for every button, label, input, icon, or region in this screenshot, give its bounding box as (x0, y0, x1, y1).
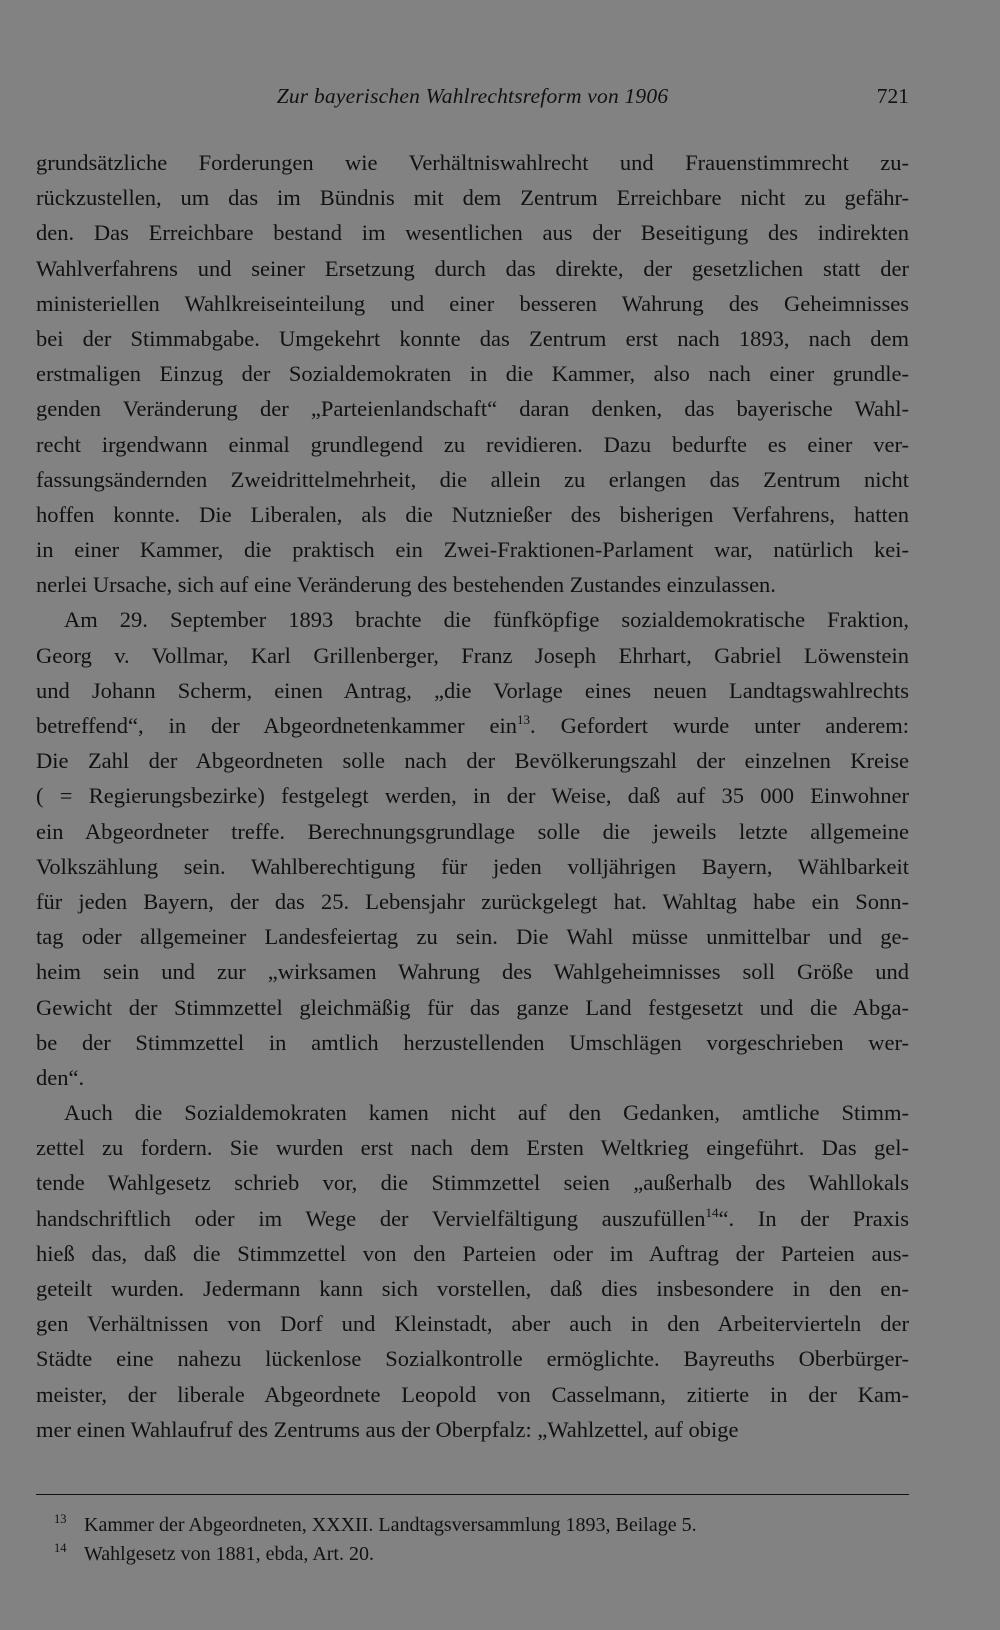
text-line (36, 180, 909, 215)
line-text: hieß das, daß die Stimmzettel von den Parteien oder im Auftrag der Parteien aus- (36, 1240, 909, 1266)
line-text: zettel zu fordern. Sie wurden erst nach dem Ersten Weltkrieg eingeführt. Das gel- (36, 1135, 909, 1161)
line-text: ministeriellen Wahlkreiseinteilung und einer besseren Wahrung des Geheimnisses (36, 290, 909, 316)
text-line (36, 356, 909, 391)
footnote (36, 1540, 909, 1569)
line-text: ( = Regierungsbezirke) festgelegt werden, in der Weise, daß auf 35 000 Einwohner (36, 783, 909, 809)
text-line (36, 145, 909, 180)
text-line (36, 990, 909, 1025)
text-line (36, 391, 909, 426)
line-text: mer einen Wahlaufruf des Zentrums aus der Oberpfalz: „Wahlzettel, auf obige (36, 1416, 739, 1442)
text-line (36, 286, 909, 321)
line-text: Volkszählung sein. Wahlberechtigung für jeden volljährigen Bayern, Wählbarkeit (36, 853, 909, 879)
text-line (36, 462, 909, 497)
line-text: Städte eine nahezu lückenlose Sozialkontrolle ermöglichte. Bayreuths Oberbürger- (36, 1346, 909, 1372)
text-line (36, 708, 909, 743)
line-text: den“. (36, 1064, 85, 1090)
text-line (36, 743, 909, 778)
line-text: den. Das Erreichbare bestand im wesentlichen aus der Beseitigung des indirekten (36, 220, 909, 246)
text-line (36, 919, 909, 954)
text-line (36, 673, 909, 708)
text-line (36, 1412, 909, 1447)
text-line (36, 215, 909, 250)
line-text: recht irgendwann einmal grundlegend zu revidieren. Dazu bedurfte es einer ver- (36, 431, 909, 457)
text-line (36, 1306, 909, 1341)
line-text: und Johann Scherm, einen Antrag, „die Vorlage eines neuen Landtagswahlrechts (36, 677, 909, 703)
text-line (36, 778, 909, 813)
text-line (36, 532, 909, 567)
text-line (36, 1165, 909, 1200)
footnote-number: 13 (54, 1512, 67, 1526)
line-text: geteilt wurden. Jedermann kann sich vorstellen, daß dies insbesondere in den en- (36, 1276, 909, 1301)
line-text: handschriftlich oder im Wege der Vervielfältigung auszufüllen (36, 1205, 706, 1231)
line-text: heim sein und zur „wirksamen Wahrung des Wahlgeheimnisses soll Größe und (36, 959, 909, 985)
text-line (36, 321, 909, 356)
text-line (36, 884, 909, 919)
line-text: Die Zahl der Abgeordneten solle nach der Bevölkerungszahl der einzelnen Kreise (36, 748, 909, 774)
line-text: . Gefordert wurde unter anderem: (530, 713, 909, 738)
footnote-reference: 14 (705, 1204, 719, 1220)
line-text: betreffend“, in der Abgeordnetenkammer ein (36, 713, 518, 738)
text-line (36, 954, 909, 989)
text-line (36, 1271, 909, 1306)
line-text: gen Verhältnissen von Dorf und Kleinstadt, aber auch in den Arbeitervierteln der (36, 1311, 909, 1337)
body-text (36, 145, 909, 1447)
line-text: Georg v. Vollmar, Karl Grillenberger, Franz Joseph Ehrhart, Gabriel Löwenstein (36, 642, 909, 668)
line-text: für jeden Bayern, der das 25. Lebensjahr zurückgelegt hat. Wahltag habe ein Sonn- (36, 888, 909, 914)
line-text: fassungsändernden Zweidrittelmehrheit, die allein zu erlangen das Zentrum nicht (36, 466, 909, 492)
line-text: tag oder allgemeiner Landesfeiertag zu sein. Die Wahl müsse unmittelbar und ge- (36, 924, 909, 950)
text-line (36, 1025, 909, 1060)
line-text: hoffen konnte. Die Liberalen, als die Nutznießer des bisherigen Verfahrens, hatten (36, 501, 909, 527)
text-line (36, 427, 909, 462)
text-line (36, 1201, 909, 1236)
line-text: tende Wahlgesetz schrieb vor, die Stimmzettel seien „außerhalb des Wahllokals (36, 1170, 909, 1196)
footnote-text: Kammer der Abgeordneten, XXXII. Landtagsversammlung 1893, Beilage 5. (84, 1514, 697, 1536)
line-text: in einer Kammer, die praktisch ein Zwei-Fraktionen-Parlament war, natürlich kei- (36, 537, 909, 563)
line-text: be der Stimmzettel in amtlich herzustellenden Umschlägen vorgeschrieben wer- (36, 1029, 909, 1055)
footnote (36, 1511, 909, 1540)
line-text: meister, der liberale Abgeordnete Leopold von Casselmann, zitierte in der Kam- (36, 1381, 909, 1407)
text-line (36, 814, 909, 849)
footnote-text: Wahlgesetz von 1881, ebda, Art. 20. (84, 1543, 374, 1565)
line-text: Auch die Sozialdemokraten kamen nicht auf den Gedanken, amtliche Stimm- (64, 1100, 909, 1126)
paragraph (36, 145, 909, 602)
text-line (36, 1095, 909, 1130)
line-text: Am 29. September 1893 brachte die fünfköpfige sozialdemokratische Fraktion, (64, 607, 909, 633)
text-line (36, 497, 909, 532)
line-text: nerlei Ursache, sich auf eine Veränderung des bestehenden Zustandes einzulassen. (36, 572, 776, 598)
text-line (36, 1377, 909, 1412)
running-title: Zur bayerischen Wahlrechtsreform von 1906 (276, 84, 669, 108)
text-line (36, 602, 909, 637)
line-text: erstmaligen Einzug der Sozialdemokraten in die Kammer, also nach einer grundle- (36, 361, 909, 387)
footnote-number: 14 (54, 1541, 67, 1555)
footnote-reference: 13 (517, 712, 531, 727)
text-line (36, 1130, 909, 1165)
text-line (36, 567, 909, 602)
text-line (36, 251, 909, 286)
running-head (36, 84, 909, 118)
text-line (36, 849, 909, 884)
line-text: Wahlverfahrens und seiner Ersetzung durch das direkte, der gesetzlichen statt der (36, 255, 909, 281)
paragraph (36, 602, 909, 1095)
line-text: genden Veränderung der „Parteienlandschaft“ daran denken, das bayerische Wahl- (36, 396, 909, 422)
line-text: Gewicht der Stimmzettel gleichmäßig für das ganze Land festgesetzt und die Abga- (36, 994, 909, 1020)
text-line (36, 1341, 909, 1376)
line-text: rückzustellen, um das im Bündnis mit dem Zentrum Erreichbare nicht zu gefähr- (36, 185, 909, 211)
text-line (36, 638, 909, 673)
page-number: 721 (876, 84, 909, 108)
line-text: bei der Stimmabgabe. Umgekehrt konnte das Zentrum erst nach 1893, nach dem (36, 325, 909, 351)
line-text: “. In der Praxis (718, 1205, 909, 1231)
line-text: ein Abgeordneter treffe. Berechnungsgrundlage solle die jeweils letzte allgemeine (36, 818, 909, 844)
text-line (36, 1236, 909, 1271)
text-line (36, 1060, 909, 1095)
paragraph (36, 1095, 909, 1447)
footnotes (36, 1511, 909, 1569)
line-text: grundsätzliche Forderungen wie Verhältniswahlrecht und Frauenstimmrecht zu- (36, 150, 909, 175)
footnote-rule (36, 1494, 909, 1495)
